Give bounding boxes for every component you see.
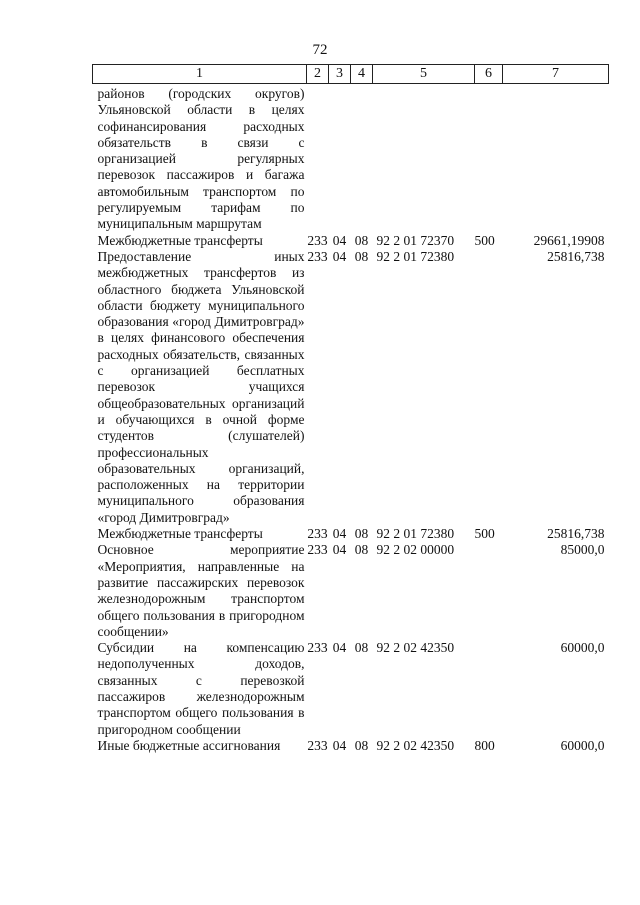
row-section: 04 [332, 232, 347, 248]
column-header-ministry: 2 [307, 65, 329, 84]
row-section [329, 84, 351, 233]
table-row [93, 542, 609, 640]
column-header-target: 5 [373, 65, 475, 84]
row-subsection: 08 [354, 542, 369, 558]
row-amount: 25816,738 [547, 526, 605, 542]
table-row [93, 233, 609, 249]
table-row [93, 526, 609, 542]
row-section: 04 [332, 526, 347, 542]
row-ministry: 233 [307, 232, 328, 248]
column-header-name: 1 [93, 65, 307, 84]
row-expense-type: 500 [474, 526, 495, 542]
row-ministry [307, 84, 329, 233]
row-name: Иные бюджетные ассигнования [97, 737, 281, 753]
row-target: 92 2 02 42350 [376, 737, 455, 753]
row-expense-type [475, 84, 503, 233]
row-name: Межбюджетные трансферты [97, 232, 263, 248]
column-header-amount: 7 [503, 65, 609, 84]
row-amount: 25816,738 [547, 248, 605, 264]
row-target: 92 2 01 72380 [376, 248, 455, 264]
row-section: 04 [332, 640, 347, 656]
row-expense-type [475, 249, 503, 526]
row-section: 04 [332, 248, 347, 264]
row-subsection: 08 [354, 640, 369, 656]
row-target: 92 2 02 42350 [376, 640, 455, 656]
row-expense-type: 500 [474, 232, 495, 248]
column-header-expense-type: 6 [475, 65, 503, 84]
row-ministry: 233 [307, 248, 328, 264]
row-target: 92 2 01 72380 [376, 526, 455, 542]
row-name: Межбюджетные трансферты [97, 526, 263, 542]
table-row [93, 738, 609, 754]
row-amount: 60000,0 [560, 640, 605, 656]
row-expense-type [475, 542, 503, 640]
row-expense-type: 800 [474, 737, 495, 753]
row-section: 04 [332, 542, 347, 558]
row-subsection: 08 [354, 526, 369, 542]
row-target [373, 84, 475, 233]
budget-table [92, 64, 609, 754]
row-name: Предоставление иных межбюджетных трансфертов из областного бюджета Ульяновской области бюджету муниципального образования «город Димитровград» в целях финансового обеспечения расходных обязательств, связанных с организацией бесплатных перевозок учащихся общеобразовательных организаций и обучающихся в очной форме студентов (слушателей) профессиональных образовательных организаций, расположенных на территории муниципального образования «город Димитровград» [97, 248, 305, 525]
row-expense-type [475, 640, 503, 738]
row-amount: 60000,0 [560, 737, 605, 753]
page-number: 72 [312, 42, 328, 58]
row-name: Основное мероприятие «Мероприятия, направленные на развитие пассажирских перевозок железнодорожным транспортом общего пользования в пригородном сообщении» [97, 542, 305, 639]
table-row [93, 249, 609, 526]
row-name: Субсидии на компенсацию недополученных доходов, связанных с перевозкой пассажиров железнодорожным транспортом общего пользования в пригородном сообщении [97, 640, 305, 737]
row-subsection [351, 84, 373, 233]
row-amount: 29661,19908 [533, 232, 605, 248]
row-subsection: 08 [354, 737, 369, 753]
row-ministry: 233 [307, 737, 328, 753]
row-name: районов (городских округов) Ульяновской области в целях софинансирования расходных обязательств в связи с организацией регулярных перевозок пассажиров и багажа автомобильным транспортом по регулируемым тарифам по муниципальным маршрутам [97, 86, 305, 232]
table-row [93, 84, 609, 233]
row-ministry: 233 [307, 640, 328, 656]
column-header-subsection: 4 [351, 65, 373, 84]
row-target: 92 2 01 72370 [376, 232, 455, 248]
row-subsection: 08 [354, 248, 369, 264]
row-target: 92 2 02 00000 [376, 542, 455, 558]
row-ministry: 233 [307, 526, 328, 542]
row-amount: 85000,0 [560, 542, 605, 558]
table-header-row [93, 65, 609, 84]
row-amount [503, 84, 609, 233]
row-section: 04 [332, 737, 347, 753]
row-ministry: 233 [307, 542, 328, 558]
column-header-section: 3 [329, 65, 351, 84]
row-subsection: 08 [354, 232, 369, 248]
table-row [93, 640, 609, 738]
